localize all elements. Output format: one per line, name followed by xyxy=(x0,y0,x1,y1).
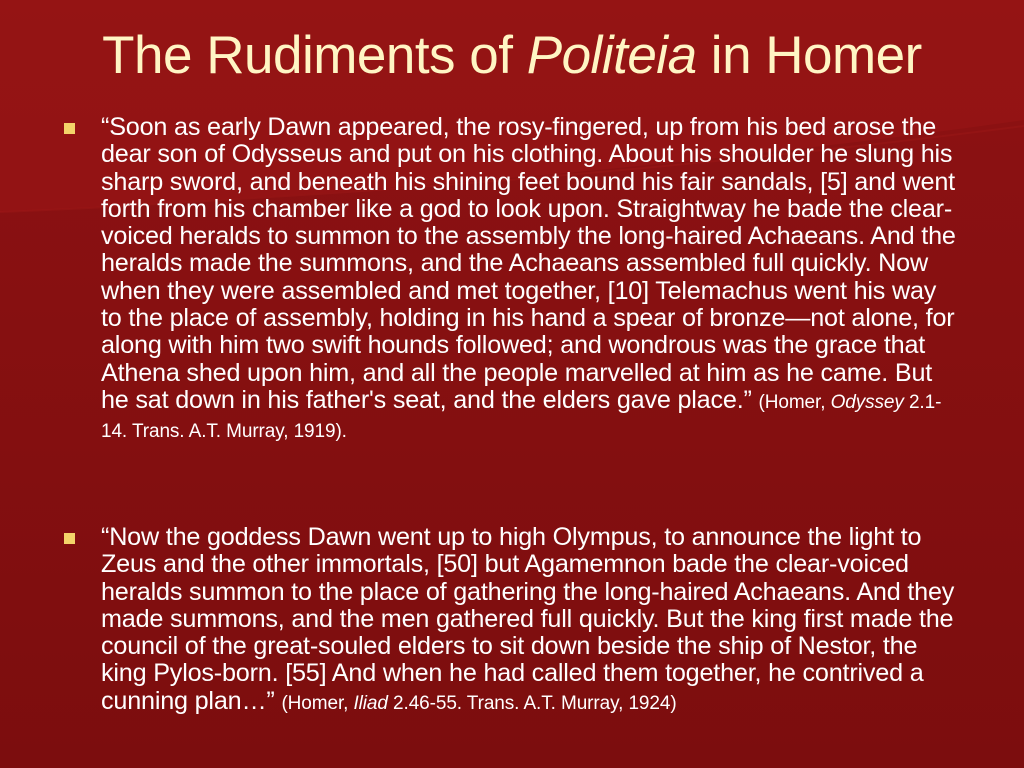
bullet-item-iliad xyxy=(101,524,963,717)
quote-text: “Soon as early Dawn appeared, the rosy-fingered, up from his bed arose the dear son of Odysseus and put on his clothing. About his shoulder he slung his sharp sword, and beneath his shining feet bound his fair sandals, [5] and went forth from his chamber like a god to look upon. Straightway he bade the clear-voiced heralds to summon to the assembly the long-haired Achaeans. And the heralds made the summons, and the Achaeans assembled full quickly. Now when they were assembled and met together, [10] Telemachus went his way to the place of assembly, holding in his hand a spear of bronze—not alone, for along with him two swift hounds followed; and wondrous was the grace that Athena shed upon him, and all the people marvelled at him as he came. But he sat down in his father's seat, and the elders gave place.” xyxy=(101,113,956,414)
title-text-italic: Politeia xyxy=(526,26,697,85)
citation-work-title: Iliad xyxy=(353,692,388,714)
citation-work-title: Odyssey xyxy=(830,391,904,413)
title-text-after: in Homer xyxy=(710,26,922,85)
bullet-item-odyssey xyxy=(101,114,963,446)
citation: (Homer, Iliad 2.46-55. Trans. A.T. Murray, 1924) xyxy=(281,692,677,714)
citation: (Homer, Odyssey 2.1-14. Trans. A.T. Murray, 1919). xyxy=(101,391,942,443)
title-text-before: The Rudiments of xyxy=(102,26,513,85)
bullet-marker xyxy=(64,123,75,134)
bullet-marker xyxy=(64,533,75,544)
quote-text: “Now the goddess Dawn went up to high Olympus, to announce the light to Zeus and the other immortals, [50] but Agamemnon bade the clear-voiced heralds summon to the place of gathering the long-haired Achaeans. And they made summons, and the men gathered full quickly. But the king first made the council of the great-souled elders to sit down beside the ship of Nestor, the king Pylos-born. [55] And when he had called them together, he contrived a cunning plan…” xyxy=(101,523,955,715)
